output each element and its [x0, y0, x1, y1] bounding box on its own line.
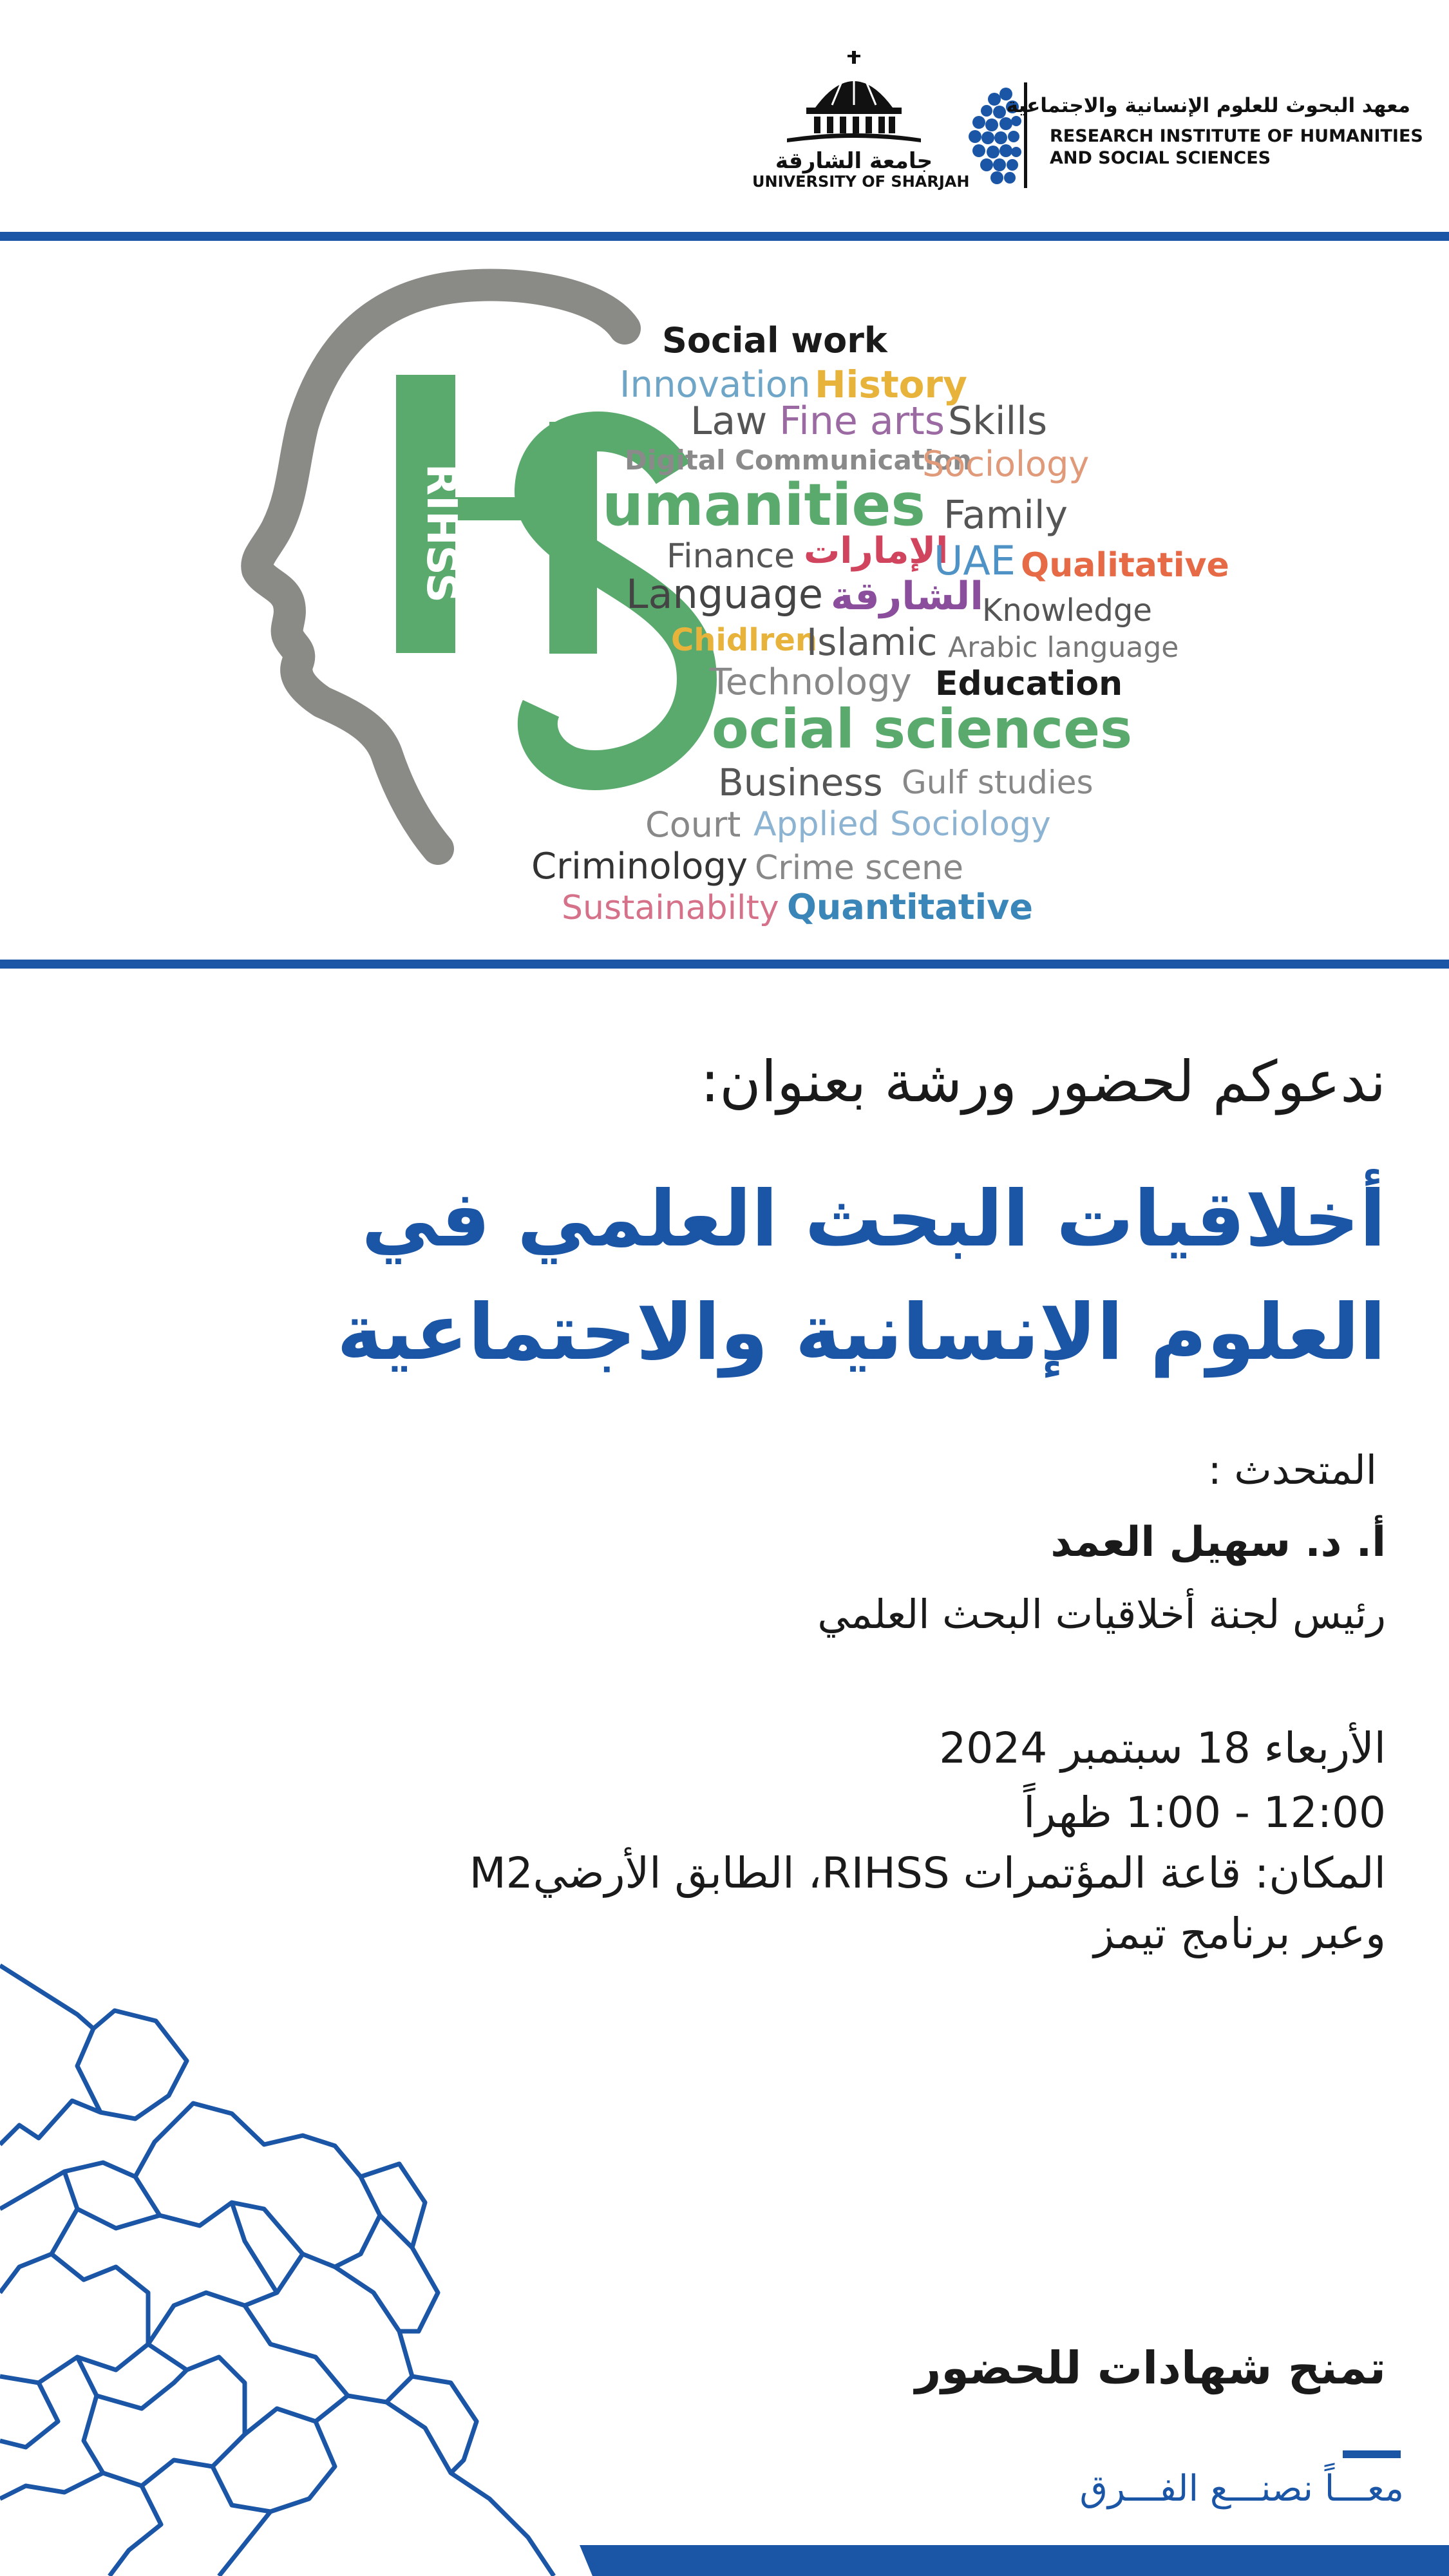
speaker-name: أ. د. سهيل العمد — [1050, 1519, 1386, 1566]
event-online-note: وعبر برنامج تيمز — [1094, 1909, 1386, 1958]
cloud-word: الشارقة — [831, 574, 983, 619]
islamic-pattern-decoration — [0, 1945, 580, 2576]
cloud-word: Skills — [948, 399, 1048, 444]
cloud-word: Court — [645, 804, 741, 845]
cloud-word: Knowledge — [982, 592, 1152, 629]
cloud-word: UAE — [934, 537, 1016, 584]
event-date: الأربعاء 18 سبتمبر 2024 — [939, 1723, 1386, 1773]
event-venue: المكان: قاعة المؤتمرات RIHSS، الطابق الأرضيM2 — [469, 1848, 1386, 1898]
cloud-word: Chidlren — [671, 622, 818, 658]
cloud-word: Digital Communication — [625, 444, 972, 476]
speaker-role: رئيس لجنة أخلاقيات البحث العلمي — [817, 1591, 1386, 1638]
slogan-text: معـــاً نصنـــع الفـــرق — [1079, 2468, 1404, 2510]
cloud-word: Education — [935, 665, 1123, 703]
rihss-name-english-line2: AND SOCIAL SCIENCES — [1050, 148, 1271, 168]
top-blue-rule — [0, 232, 1449, 241]
rihss-vertical-label: RIHSS — [417, 464, 465, 603]
slogan-accent-bar — [1343, 2450, 1401, 2458]
cloud-word: Fine arts — [779, 399, 945, 444]
cloud-word: Crime scene — [755, 849, 963, 887]
speaker-label: المتحدث : — [1208, 1446, 1377, 1493]
event-time: 12:00 - 1:00 ظهراً — [1023, 1788, 1386, 1837]
cloud-word: Family — [943, 493, 1068, 538]
bottom-blue-band — [0, 2537, 1449, 2576]
certificates-note: تمنح شهادات للحضور — [914, 2342, 1386, 2394]
cloud-word: Law — [690, 399, 768, 444]
cloud-word: History — [815, 363, 967, 406]
cloud-word: Finance — [667, 537, 795, 576]
cloud-word: Technology — [710, 661, 912, 703]
cloud-word: Islamic — [806, 620, 938, 664]
cloud-word: Language — [626, 571, 823, 618]
workshop-title-line1: أخلاقيات البحث العلمي في — [361, 1175, 1386, 1264]
cloud-word: Social work — [662, 320, 887, 361]
cloud-word: umanities — [602, 471, 925, 539]
cloud-word: Business — [718, 761, 883, 804]
cloud-word: Arabic language — [948, 631, 1179, 664]
cloud-word: Innovation — [620, 364, 811, 406]
rihss-name-english-line1: RESEARCH INSTITUTE OF HUMANITIES — [1050, 126, 1423, 146]
university-name-english: UNIVERSITY OF SHARJAH — [752, 173, 970, 191]
cloud-word: الإمارات — [804, 530, 949, 572]
middle-blue-rule — [0, 960, 1449, 969]
invitation-intro: ندعوكم لحضور ورشة بعنوان: — [700, 1048, 1386, 1115]
cloud-word: Sociology — [922, 444, 1090, 484]
cloud-word: Applied Sociology — [753, 805, 1051, 844]
university-name-arabic: جامعة الشارقة — [775, 148, 933, 174]
rihss-name-arabic: معهد البحوث للعلوم الإنسانية والاجتماعية — [1006, 94, 1410, 117]
university-dome-icon — [781, 48, 927, 145]
cloud-word: ocial sciences — [712, 697, 1133, 761]
cloud-word: Gulf studies — [902, 764, 1094, 801]
cloud-word: Criminology — [531, 846, 748, 887]
cloud-word: Qualitative — [1021, 546, 1229, 585]
cloud-word: Sustainabilty — [562, 889, 779, 927]
workshop-title-line2: العلوم الإنسانية والاجتماعية — [337, 1288, 1386, 1378]
cloud-word: Quantitative — [787, 887, 1033, 927]
